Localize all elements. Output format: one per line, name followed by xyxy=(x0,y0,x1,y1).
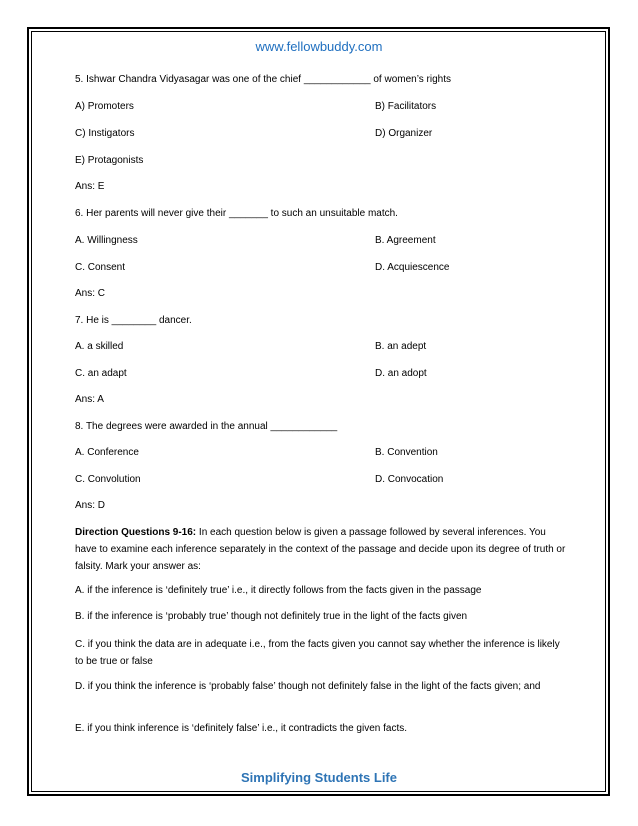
q8-option-c: C. Convolution xyxy=(75,474,141,485)
q8-option-a: A. Conference xyxy=(75,447,139,458)
q7-option-a: A. a skilled xyxy=(75,341,124,352)
q5-option-c: C) Instigators xyxy=(75,128,135,139)
q6-option-b: B. Agreement xyxy=(375,235,436,246)
direction-option-a: A. if the inference is ‘definitely true’ i.e., it directly follows from the facts given in the passage xyxy=(75,585,482,596)
q8-option-d: D. Convocation xyxy=(375,474,444,485)
direction-paragraph xyxy=(75,524,570,575)
q8-option-b: B. Convention xyxy=(375,447,438,458)
q5-question: 5. Ishwar Chandra Vidyasagar was one of the chief ____________ of women’s rights xyxy=(75,74,451,85)
q7-option-c: C. an adapt xyxy=(75,368,127,379)
q5-option-e: E) Protagonists xyxy=(75,155,144,166)
q6-answer: Ans: C xyxy=(75,288,106,299)
footer-tagline: Simplifying Students Life xyxy=(240,770,397,785)
q7-option-b: B. an adept xyxy=(375,341,427,352)
site-header[interactable]: www.fellowbuddy.com xyxy=(255,39,383,54)
q8-answer: Ans: D xyxy=(75,500,106,511)
q6-option-a: A. Willingness xyxy=(75,235,138,246)
q6-option-c: C. Consent xyxy=(75,262,126,273)
q7-option-d: D. an adopt xyxy=(375,368,427,379)
q8-question: 8. The degrees were awarded in the annual ____________ xyxy=(75,421,338,432)
direction-option-c: C. if you think the data are in adequate i.e., from the facts given you cannot say whether the inference is likely to be true or false xyxy=(75,639,560,667)
direction-heading: Direction Questions 9-16: xyxy=(75,527,197,538)
direction-option-b: B. if the inference is ‘probably true’ though not definitely true in the light of the facts given xyxy=(75,611,468,622)
q7-answer: Ans: A xyxy=(75,394,104,405)
q5-option-d: D) Organizer xyxy=(375,128,433,139)
q5-option-b: B) Facilitators xyxy=(375,101,437,112)
q5-option-a: A) Promoters xyxy=(75,101,134,112)
direction-text: In each question below is given a passage followed by several inferences. You have to examine each inference separately in the context of the passage and decide upon its degree of truth or falsity. Mark your answer as: xyxy=(75,527,566,572)
q7-question: 7. He is ________ dancer. xyxy=(75,315,192,326)
direction-option-e: E. if you think inference is ‘definitely false’ i.e., it contradicts the given facts. xyxy=(75,723,408,734)
direction-option-d: D. if you think the inference is ‘probably false’ though not definitely false in the light of the facts given; and xyxy=(75,681,541,692)
q6-option-d: D. Acquiescence xyxy=(375,262,450,273)
q5-answer: Ans: E xyxy=(75,181,105,192)
q6-question: 6. Her parents will never give their _______ to such an unsuitable match. xyxy=(75,208,398,219)
